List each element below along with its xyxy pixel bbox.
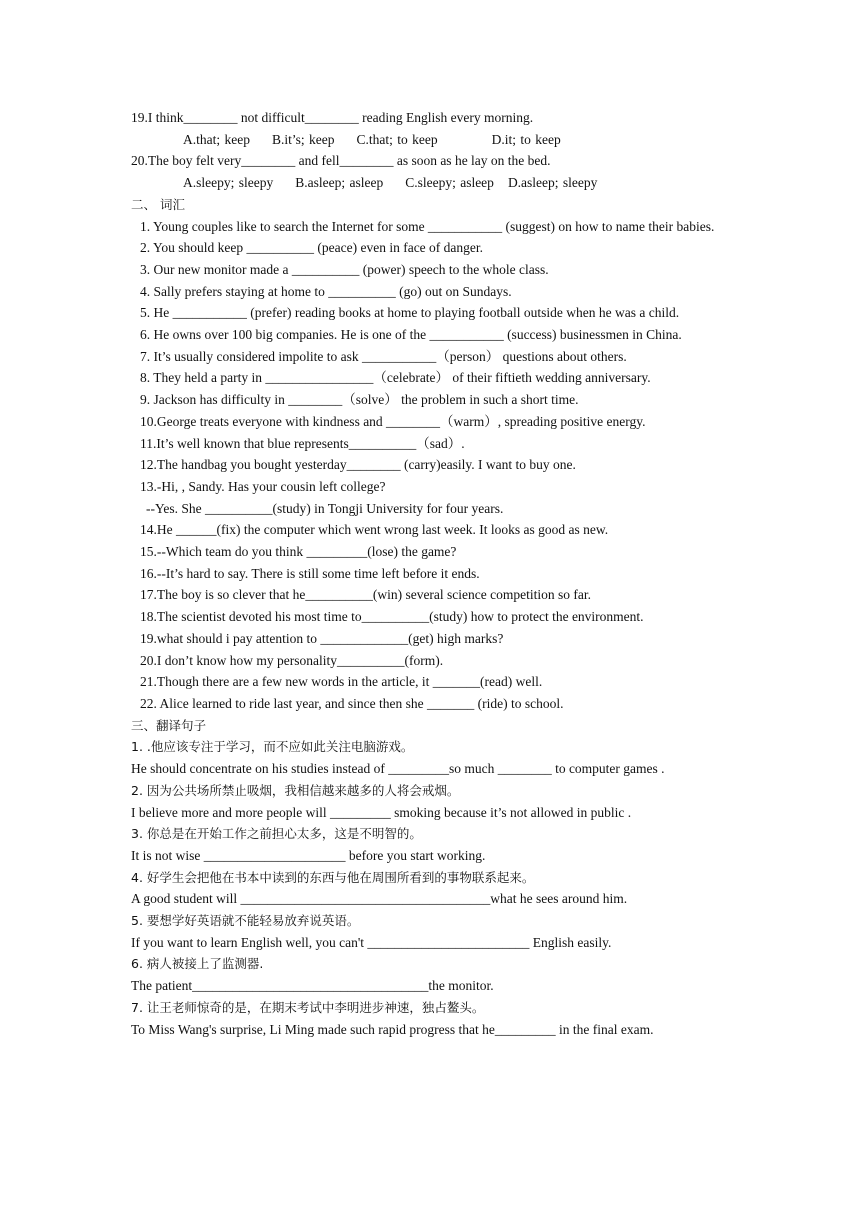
- vocab-list: [131, 216, 731, 715]
- vocab-item: 5. He ___________ (prefer) reading books at home to playing football outside when he was a child.: [140, 305, 680, 321]
- vocab-item: 16.--It’s hard to say. There is still some time left before it ends.: [140, 565, 480, 581]
- section-title-vocabulary: 二、 词汇: [131, 196, 185, 212]
- vocab-item: 12.The handbag you bought yesterday________ (carry)easily. I want to buy one.: [140, 457, 576, 473]
- translation-chinese: 5. 要想学好英语就不能轻易放弃说英语。: [131, 913, 360, 929]
- mcq-options-19: [131, 129, 731, 151]
- vocab-item: 13.-Hi, , Sandy. Has your cousin left college?: [140, 478, 386, 494]
- vocab-item: 10.George treats everyone with kindness and ________（warm）, spreading positive energy.: [140, 413, 646, 429]
- translation-chinese: 1. .他应该专注于学习，而不应如此关注电脑游戏。: [131, 739, 414, 755]
- worksheet-content: [131, 107, 731, 1040]
- mcq-question-20: 20.The boy felt very________ and fell________ as soon as he lay on the bed.: [131, 153, 551, 169]
- vocab-item: 14.He ______(fix) the computer which went wrong last week. It looks as good as new.: [140, 522, 609, 538]
- vocab-item: 9. Jackson has difficulty in ________（solve） the problem in such a short time.: [140, 392, 579, 408]
- translation-english: To Miss Wang's surprise, Li Ming made such rapid progress that he_________ in the final exam.: [131, 1021, 654, 1037]
- vocab-item-reply: --Yes. She __________(study) in Tongji University for four years.: [146, 500, 504, 516]
- vocab-item: 7. It’s usually considered impolite to ask ___________（person） questions about others.: [140, 348, 627, 364]
- option-d: D.it; to keep: [491, 131, 561, 147]
- option-b: B.it’s; keep: [271, 131, 335, 147]
- vocab-item: 2. You should keep __________ (peace) even in face of danger.: [140, 240, 484, 256]
- vocab-item: 15.--Which team do you think _________(lose) the game?: [140, 544, 457, 560]
- section-title-translation: 三、翻译句子: [131, 717, 207, 733]
- vocab-item: 4. Sally prefers staying at home to __________ (go) out on Sundays.: [140, 283, 512, 299]
- vocab-item: 1. Young couples like to search the Internet for some ___________ (suggest) on how to name their babies.: [140, 218, 715, 234]
- translation-chinese: 2. 因为公共场所禁止吸烟，我相信越来越多的人将会戒烟。: [131, 782, 460, 798]
- vocab-item: 21.Though there are a few new words in the article, it _______(read) well.: [140, 674, 543, 690]
- option-a: A.sleepy; sleepy: [183, 175, 274, 191]
- option-a: A.that; keep: [183, 131, 250, 147]
- translation-english: It is not wise _____________________ before you start working.: [131, 847, 486, 863]
- vocab-item: 6. He owns over 100 big companies. He is one of the ___________ (success) businessmen in China.: [140, 327, 682, 343]
- translation-chinese: 4. 好学生会把他在书本中读到的东西与他在周围所看到的事物联系起来。: [131, 869, 535, 885]
- vocab-item: 20.I don’t know how my personality__________(form).: [140, 652, 444, 668]
- translation-list: [131, 736, 731, 1040]
- option-c: C.that; to keep: [356, 131, 438, 147]
- translation-english: If you want to learn English well, you can't ________________________ English easily.: [131, 934, 612, 950]
- vocab-item: 18.The scientist devoted his most time to__________(study) how to protect the environment.: [140, 609, 644, 625]
- translation-chinese: 3. 你总是在开始工作之前担心太多，这是不明智的。: [131, 826, 422, 842]
- vocab-item: 11.It’s well known that blue represents__________（sad）.: [140, 435, 465, 451]
- vocab-item: 17.The boy is so clever that he__________(win) several science competition so far.: [140, 587, 591, 603]
- translation-english: I believe more and more people will _________ smoking because it’s not allowed in public .: [131, 804, 632, 820]
- translation-english: A good student will _____________________________________what he sees around him.: [131, 891, 628, 907]
- vocab-item: 22. Alice learned to ride last year, and since then she _______ (ride) to school.: [140, 695, 564, 711]
- translation-chinese: 6. 病人被接上了监测器.: [131, 956, 264, 972]
- translation-english: The patient___________________________________the monitor.: [131, 978, 494, 994]
- mcq-question-19: 19.I think________ not difficult________ reading English every morning.: [131, 110, 534, 125]
- translation-english: He should concentrate on his studies instead of _________so much ________ to computer games .: [131, 761, 665, 777]
- option-c: C.sleepy; asleep: [405, 175, 494, 191]
- option-b: B.asleep; asleep: [295, 175, 384, 191]
- option-d: D.asleep; sleepy: [507, 175, 598, 191]
- mcq-section: [131, 107, 731, 194]
- mcq-options-20: [131, 172, 731, 194]
- translation-chinese: 7. 让王老师惊奇的是，在期末考试中李明进步神速，独占鳌头。: [131, 999, 485, 1015]
- vocab-item: 3. Our new monitor made a __________ (power) speech to the whole class.: [140, 261, 549, 277]
- vocab-item: 19.what should i pay attention to _____________(get) high marks?: [140, 630, 504, 646]
- vocab-item: 8. They held a party in ________________（celebrate） of their fiftieth wedding anniversary.: [140, 370, 651, 386]
